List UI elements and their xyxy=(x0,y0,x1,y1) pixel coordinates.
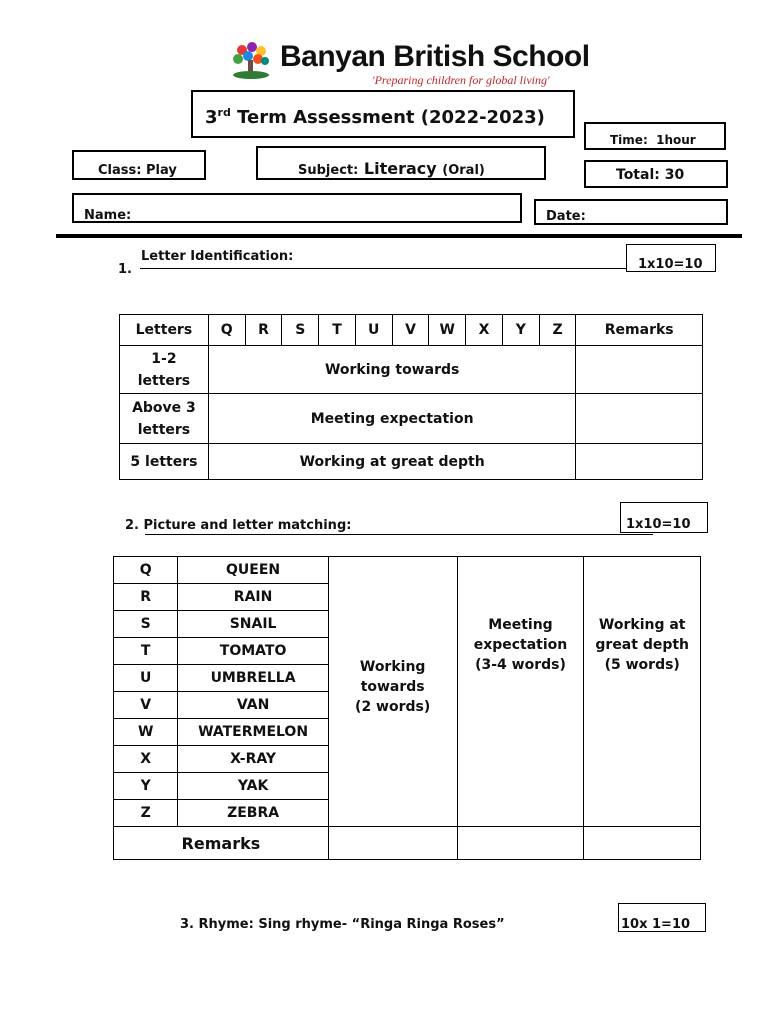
letter-cell: S xyxy=(282,315,319,346)
letter-cell: X xyxy=(466,315,503,346)
letter-cell: Q xyxy=(208,315,245,346)
word-cell: SNAIL xyxy=(178,611,328,638)
q1-underline xyxy=(140,268,626,269)
letter-cell: U xyxy=(355,315,392,346)
remarks-cell xyxy=(576,394,703,444)
remarks-label: Remarks xyxy=(114,827,329,860)
great-depth-column xyxy=(584,557,701,827)
term-number: 3 xyxy=(205,107,218,128)
level-description: Working towards xyxy=(208,346,576,394)
word-cell: UMBRELLA xyxy=(178,665,328,692)
meeting-expectation-header: Meeting expectation (3-4 words) xyxy=(473,617,568,673)
school-tagline: 'Preparing children for global living' xyxy=(372,73,550,87)
q3-marks: 10x 1=10 xyxy=(621,917,691,932)
date-label: Date: xyxy=(546,209,586,224)
subject-type: (Oral) xyxy=(442,163,485,178)
class-box xyxy=(72,150,206,180)
remarks-header: Remarks xyxy=(576,315,703,346)
total-text: Total: 30 xyxy=(616,167,685,183)
letter-cell: Y xyxy=(114,773,178,800)
working-towards-column xyxy=(328,557,457,827)
class-text: Class: Play xyxy=(98,163,177,178)
letter-cell: Y xyxy=(502,315,539,346)
q2-underline xyxy=(145,534,653,535)
letter-cell: T xyxy=(114,638,178,665)
letters-header: Letters xyxy=(120,315,209,346)
letter-cell: S xyxy=(114,611,178,638)
picture-letter-table xyxy=(113,556,701,860)
working-towards-header: Working towards (2 words) xyxy=(355,658,431,715)
letter-cell: Q xyxy=(114,557,178,584)
subject-box xyxy=(256,146,546,180)
term-title xyxy=(205,106,545,128)
name-box xyxy=(72,193,522,223)
remarks-cell xyxy=(328,827,457,860)
remarks-cell xyxy=(576,346,703,394)
great-depth-header: Working at great depth (5 words) xyxy=(595,617,690,673)
word-cell: YAK xyxy=(178,773,328,800)
letter-cell: Z xyxy=(539,315,576,346)
meeting-expectation-column xyxy=(457,557,584,827)
letter-cell: U xyxy=(114,665,178,692)
level-description: Meeting expectation xyxy=(208,394,576,444)
q3-title: 3. Rhyme: Sing rhyme- “Ringa Ringa Roses” xyxy=(180,917,505,932)
school-name: Banyan British School xyxy=(280,40,590,73)
time-text: Time: 1hour xyxy=(610,133,696,147)
letter-cell: X xyxy=(114,746,178,773)
time-box xyxy=(584,122,726,150)
word-cell: ZEBRA xyxy=(178,800,328,827)
level-label: Above 3 letters xyxy=(120,394,209,444)
letter-cell: V xyxy=(114,692,178,719)
q3-marks-box xyxy=(618,903,706,932)
total-box xyxy=(584,160,728,188)
term-title-box xyxy=(191,90,575,138)
date-box xyxy=(534,199,728,225)
header-divider xyxy=(56,234,742,238)
letter-cell: R xyxy=(245,315,282,346)
q2-marks-box xyxy=(620,502,708,533)
word-cell: X-RAY xyxy=(178,746,328,773)
letter-cell: W xyxy=(429,315,466,346)
remarks-cell xyxy=(576,444,703,480)
q2-title: 2. Picture and letter matching: xyxy=(125,518,352,533)
letter-identification-table xyxy=(119,314,703,480)
q1-marks: 1x10=10 xyxy=(638,257,703,272)
term-title-text: Term Assessment (2022-2023) xyxy=(237,107,545,128)
letter-cell: V xyxy=(392,315,429,346)
level-label: 1-2 letters xyxy=(120,346,209,394)
level-description: Working at great depth xyxy=(208,444,576,480)
letter-cell: R xyxy=(114,584,178,611)
school-logo xyxy=(228,40,274,82)
subject-text xyxy=(298,159,485,178)
word-cell: QUEEN xyxy=(178,557,328,584)
letter-cell: T xyxy=(319,315,356,346)
term-superscript: rd xyxy=(217,106,231,119)
letter-cell: W xyxy=(114,719,178,746)
word-cell: RAIN xyxy=(178,584,328,611)
remarks-cell xyxy=(584,827,701,860)
name-label: Name: xyxy=(84,208,132,223)
q1-number: 1. xyxy=(118,262,132,277)
q2-marks: 1x10=10 xyxy=(626,517,691,532)
word-cell: WATERMELON xyxy=(178,719,328,746)
level-label: 5 letters xyxy=(120,444,209,480)
q1-title: Letter Identification: xyxy=(141,249,294,264)
subject-name: Literacy xyxy=(363,159,437,178)
letter-cell: Z xyxy=(114,800,178,827)
word-cell: TOMATO xyxy=(178,638,328,665)
word-cell: VAN xyxy=(178,692,328,719)
q1-marks-box xyxy=(626,244,716,272)
subject-label: Subject: xyxy=(298,163,359,178)
remarks-cell xyxy=(457,827,584,860)
